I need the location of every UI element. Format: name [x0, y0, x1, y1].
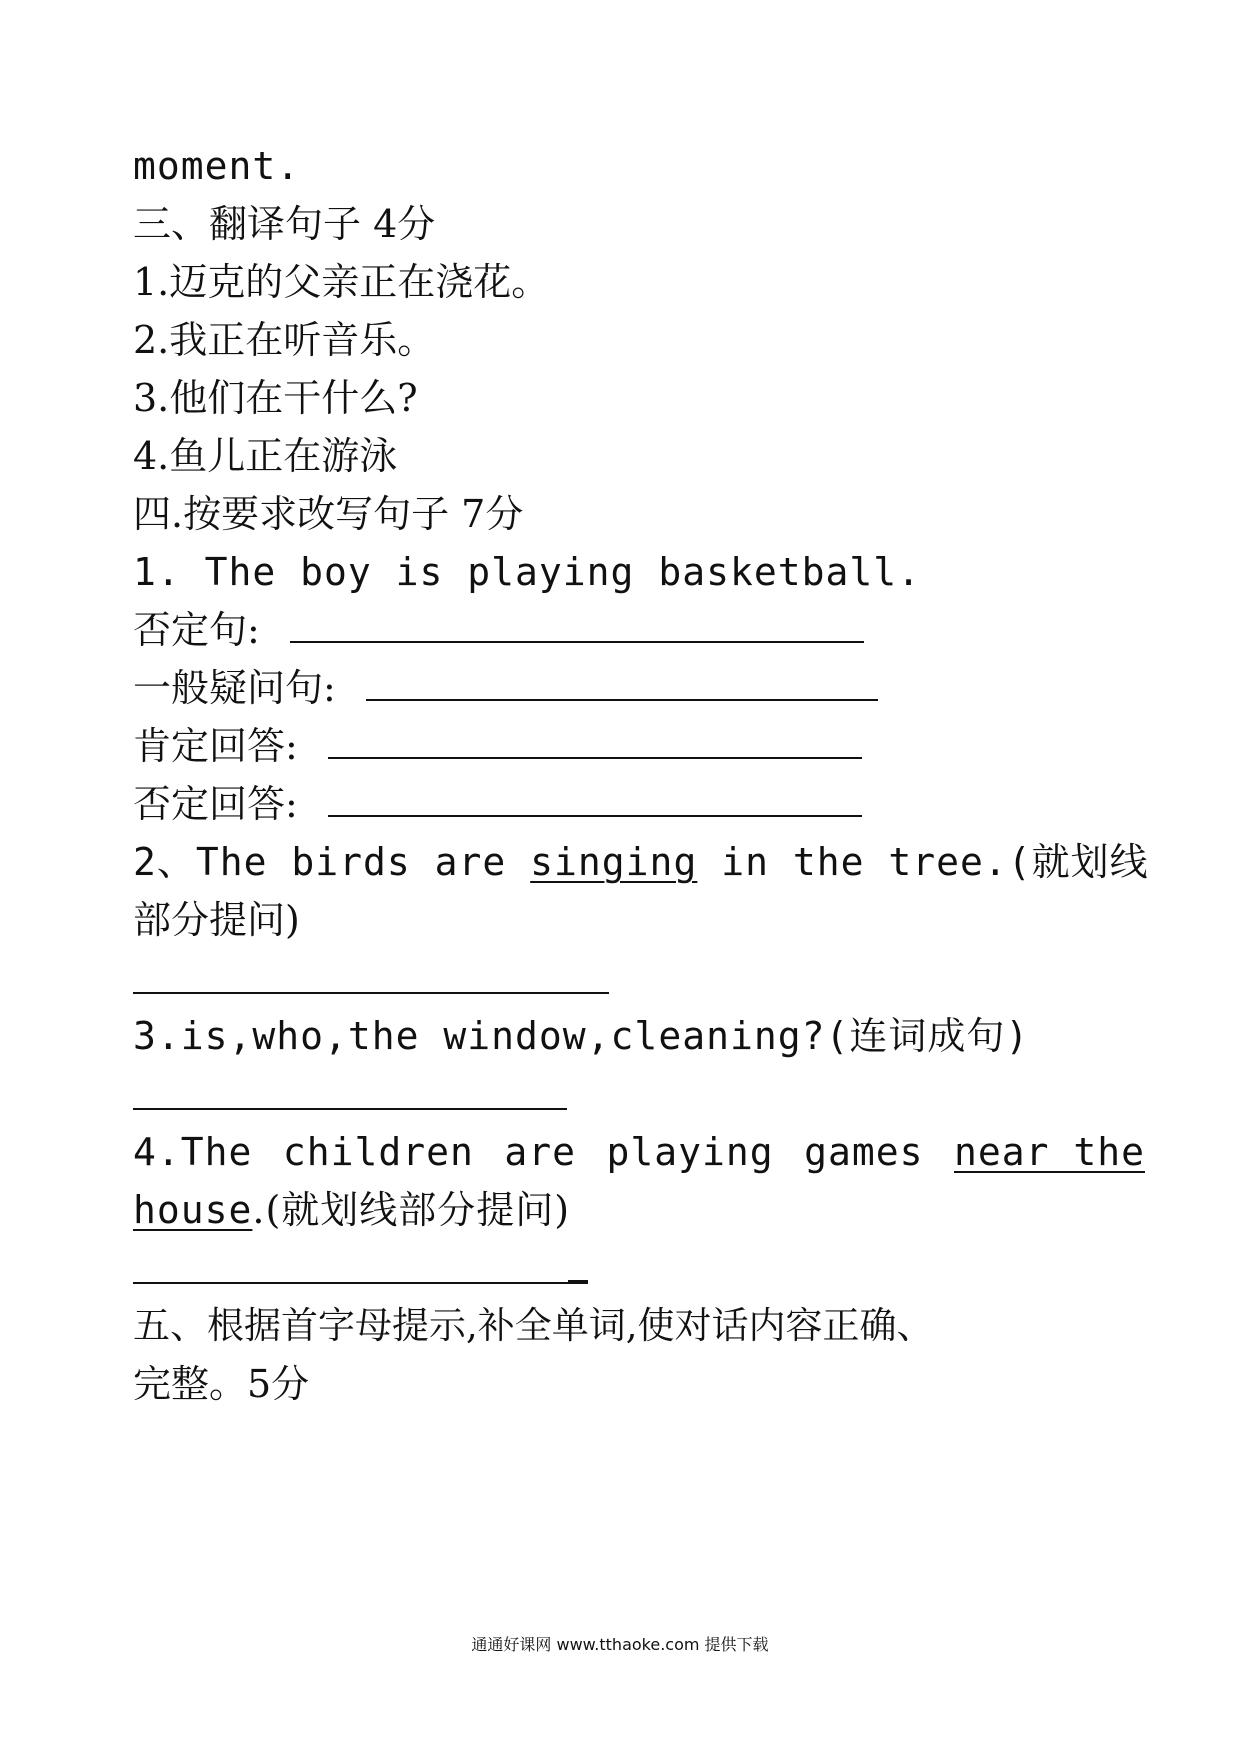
rewrite-item-3-answer-line[interactable] — [133, 1108, 567, 1110]
rewrite-item-4-word: 4.The — [133, 1130, 253, 1174]
section-3-title: 三、翻译句子 4分 — [133, 202, 436, 246]
section-4-title: 四.按要求改写句子 7分 — [133, 492, 524, 536]
rewrite-item-2-text-b: in the tree.(就划线 — [697, 840, 1149, 884]
rewrite-item-4-answer-line[interactable] — [133, 1282, 587, 1284]
positive-answer-blank[interactable] — [328, 723, 862, 759]
rewrite-item-2-continued: 部分提问) — [133, 898, 300, 942]
rewrite-item-4-text-c: .(就划线部分提问) — [252, 1188, 571, 1232]
rewrite-item-1: 1. The boy is playing basketball. — [133, 550, 921, 594]
negative-answer-label: 否定回答: — [133, 782, 298, 826]
negative-answer-blank[interactable] — [328, 781, 862, 817]
positive-answer-label: 肯定回答: — [133, 724, 298, 768]
page-footer: 通通好课网 www.tthaoke.com 提供下载 — [471, 1635, 769, 1654]
answer-line-end-mark — [568, 1280, 588, 1284]
negative-sentence-label: 否定句: — [133, 608, 260, 652]
translate-item-3: 3.他们在干什么? — [133, 376, 418, 420]
negative-answer-row — [133, 780, 862, 828]
section-5-title-continued: 完整。5分 — [133, 1362, 310, 1406]
rewrite-item-4-word: games — [804, 1130, 924, 1174]
rewrite-item-3: 3.is,who,the window,cleaning?(连词成句) — [133, 1014, 1030, 1058]
rewrite-item-4-underlined-a: near the — [953, 1130, 1145, 1174]
text-moment: moment. — [133, 144, 301, 188]
question-sentence-row — [133, 664, 878, 712]
section-5-title: 五、根据首字母提示,补全单词,使对话内容正确、 — [133, 1304, 934, 1347]
rewrite-item-4-word: playing — [606, 1130, 774, 1174]
negative-sentence-blank[interactable] — [290, 607, 864, 643]
rewrite-item-2 — [133, 838, 1149, 886]
rewrite-item-4 — [133, 1128, 1145, 1176]
question-sentence-label: 一般疑问句: — [133, 666, 336, 710]
rewrite-item-2-answer-line[interactable] — [133, 992, 609, 994]
rewrite-item-4-word: children — [282, 1130, 474, 1174]
translate-item-1: 1.迈克的父亲正在浇花。 — [133, 260, 550, 304]
rewrite-item-4-word: are — [504, 1130, 576, 1174]
negative-sentence-row — [133, 606, 864, 654]
translate-item-4: 4.鱼儿正在游泳 — [133, 434, 398, 478]
question-sentence-blank[interactable] — [366, 665, 878, 701]
rewrite-item-4-continued — [133, 1186, 570, 1234]
rewrite-item-2-underlined: singing — [530, 840, 698, 884]
rewrite-item-4-underlined-b: house — [133, 1188, 253, 1232]
positive-answer-row — [133, 722, 862, 770]
translate-item-2: 2.我正在听音乐。 — [133, 318, 436, 362]
rewrite-item-2-text-a: 2、The birds are — [133, 840, 531, 884]
